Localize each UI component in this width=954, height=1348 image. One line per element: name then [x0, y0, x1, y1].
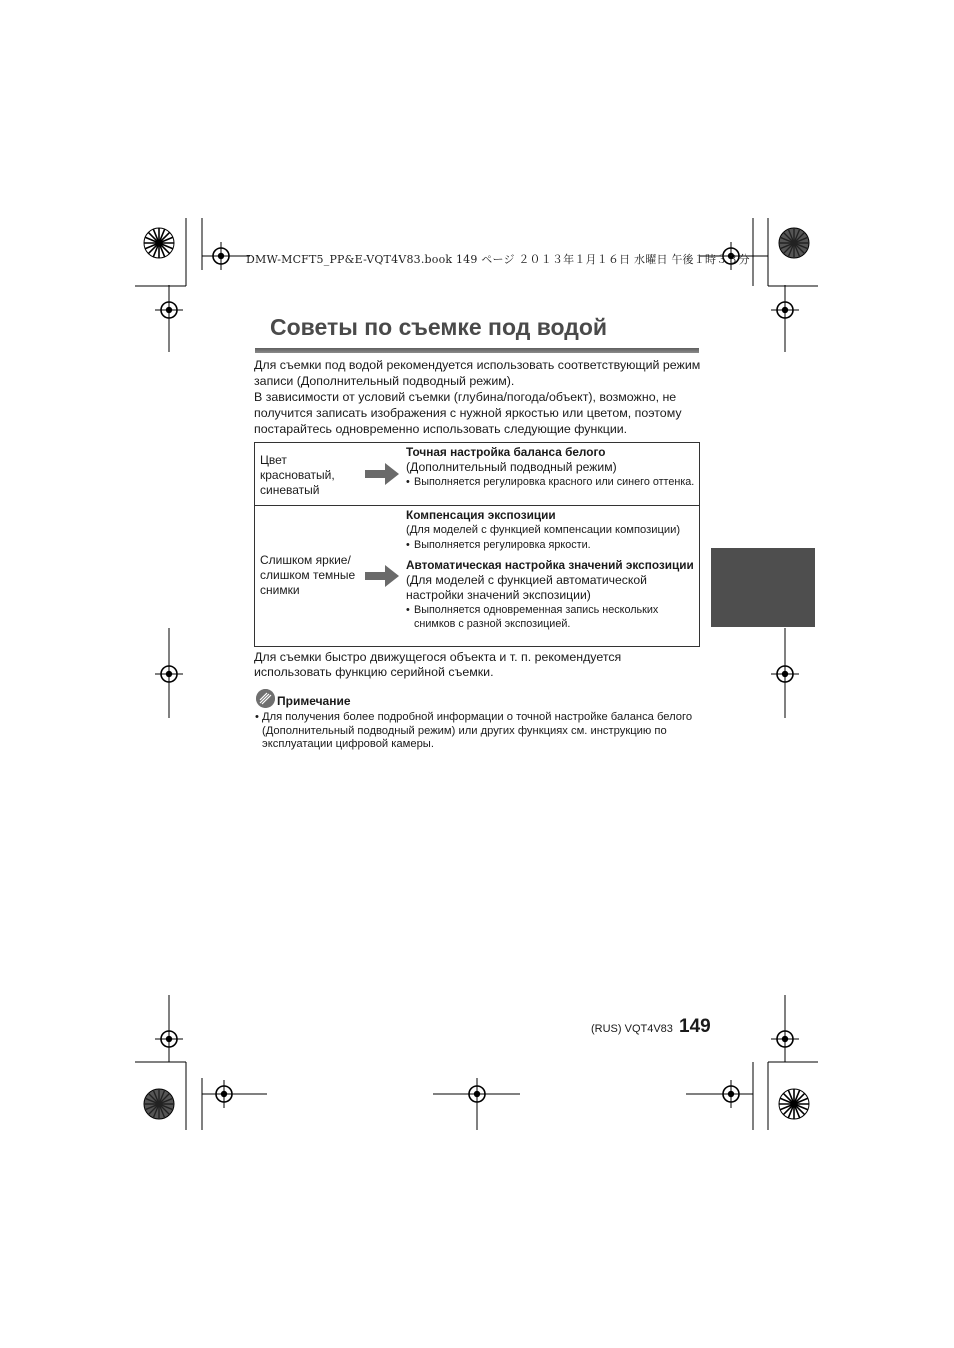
solution-bullet: • Выполняется регулировка яркости.: [406, 539, 591, 551]
solution-item: [406, 558, 698, 631]
page-number: 149: [679, 1016, 711, 1037]
arrow-right-icon: [365, 565, 399, 587]
solution-subtitle: (Для моделей с функцией автоматической настройки значений экспозиции): [406, 573, 647, 602]
table-row: [255, 506, 699, 646]
solution-subtitle: (Для моделей с функцией компенсации композиции): [406, 524, 681, 536]
problem-cell: Цвет красноватый, синеватый: [260, 453, 335, 497]
intro-text: [254, 357, 704, 437]
note-pencil-icon: [256, 689, 275, 708]
solution-subtitle: (Дополнительный подводный режим): [406, 460, 617, 474]
problem-cell: Слишком яркие/слишком темные снимки: [260, 553, 356, 597]
solution-item: [406, 445, 698, 489]
intro-paragraph: Для съемки под водой рекомендуется использовать соответствующий режим записи (Дополнительный подводный режим).: [254, 358, 701, 388]
print-header: DMW-MCFT5_PP&E-VQT4V83.book 149 ページ ２０１３年１月１６日 水曜日 午後１時３３分: [246, 253, 750, 266]
solution-title: Компенсация экспозиции: [406, 508, 556, 522]
solution-title: Точная настройка баланса белого: [406, 445, 606, 459]
page-reference: (RUS) VQT4V83: [591, 1023, 673, 1035]
solution-item: [406, 508, 698, 552]
table-row: [255, 443, 699, 506]
tips-table: [254, 442, 700, 647]
solution-bullet: • Выполняется одновременная запись нескольких снимков с разной экспозицией.: [406, 604, 659, 630]
note-title: Примечание: [277, 693, 351, 708]
solution-cell: [406, 508, 698, 631]
page-title: Советы по съемке под водой: [270, 314, 608, 340]
intro-paragraph: В зависимости от условий съемки (глубина/погода/объект), возможно, не получится записать изображения с нужной яркостью или цветом, поэтому постарайтесь одновременно использовать следующие функции.: [254, 390, 682, 436]
solution-title: Автоматическая настройка значений экспозиции: [406, 558, 694, 572]
chapter-side-tab: [711, 548, 815, 627]
arrow-right-icon: [365, 463, 399, 485]
title-rule: [255, 348, 699, 353]
note-bullet: • Для получения более подробной информации о точной настройке баланса белого (Дополнительный подводный режим) или других функциях см. инструкцию по эксплуатации цифровой камеры.: [255, 711, 693, 751]
solution-cell: [406, 445, 698, 489]
burst-tip-text: Для съемки быстро движущегося объекта и т. п. рекомендуется использовать функцию серийной съемки.: [254, 650, 622, 679]
solution-bullet: • Выполняется регулировка красного или синего оттенка.: [406, 476, 695, 488]
note-header: [256, 689, 351, 708]
